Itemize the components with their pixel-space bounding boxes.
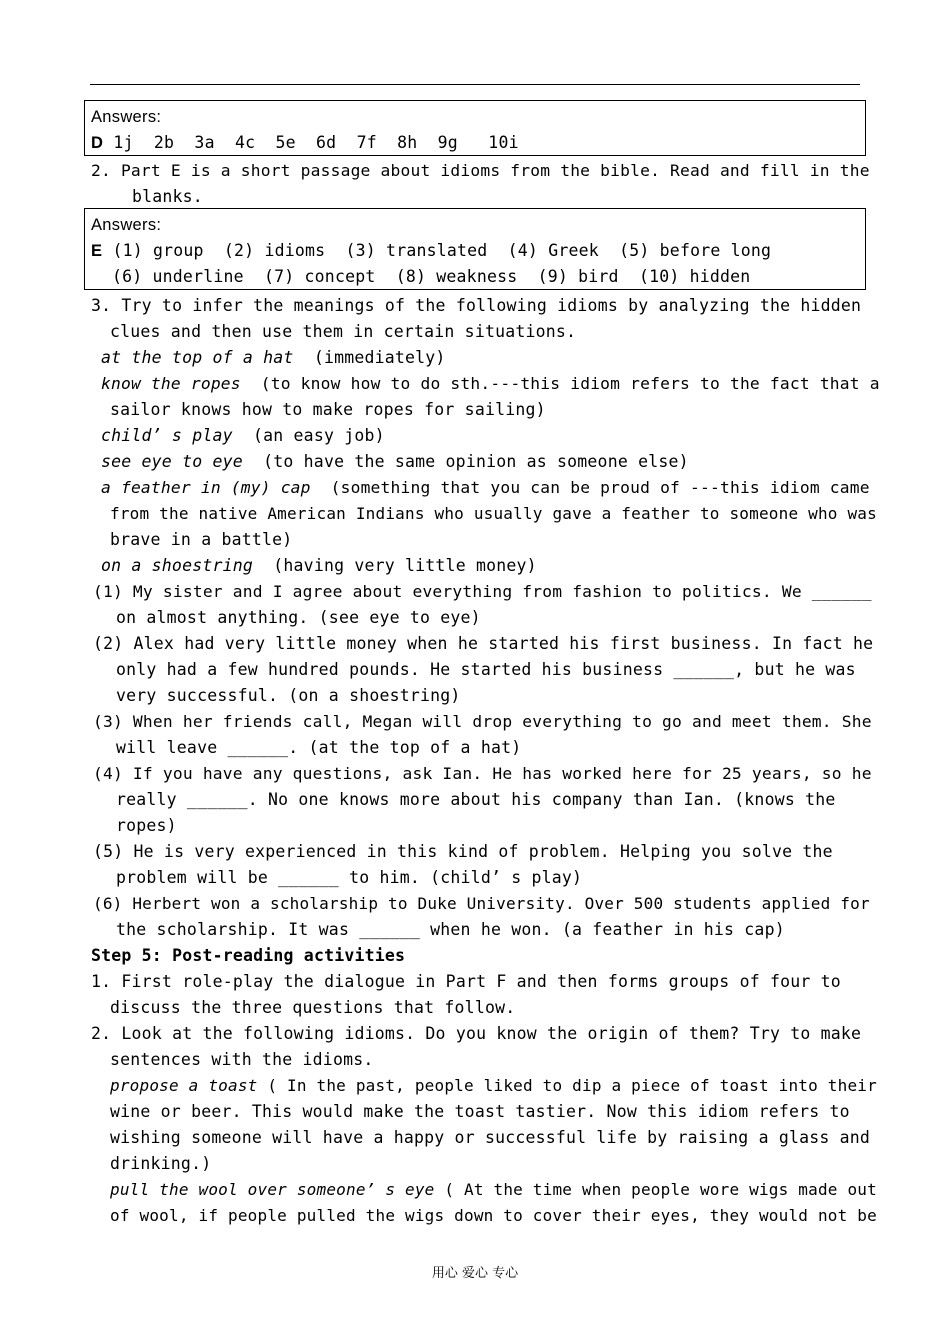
item2-line1: 2. Part E is a short passage about idioms from the bible. Read and fill in the (91, 161, 870, 180)
step5-heading: Step 5: Post-reading activities (91, 946, 406, 965)
idiom-continuation: brave in a battle) (110, 530, 293, 549)
answers-e-items1: (1) group (2) idioms (3) translated (4) Greek (5) before long (102, 241, 772, 260)
exercise-line: (6) Herbert won a scholarship to Duke University. Over 500 students applied for (93, 894, 870, 913)
idiom-meaning: (having very little money) (253, 556, 537, 575)
idiom-line (101, 553, 537, 579)
idiom-line (101, 345, 446, 371)
exercise-line: really ______. No one knows more about his company than Ian. (knows the (116, 790, 836, 809)
idiom-term: child’ s play (101, 426, 233, 445)
exercise-line: (1) My sister and I agree about everything from fashion to politics. We ______ (93, 582, 872, 601)
toast-line (110, 1073, 877, 1099)
exercise-line: on almost anything. (see eye to eye) (116, 608, 481, 627)
idiom-continuation: from the native American Indians who usually gave a feather to someone who was (110, 504, 877, 523)
answers-e-line1 (91, 238, 771, 264)
idiom-line (101, 449, 689, 475)
exercise-line: (2) Alex had very little money when he started his first business. In fact he (93, 634, 874, 653)
step5-p1-line2: discuss the three questions that follow. (110, 998, 516, 1017)
idiom-meaning: (to know how to do sth.---this idiom refers to the fact that a (240, 374, 880, 393)
idiom-meaning: (an easy job) (232, 426, 385, 445)
step5-p2-line2: sentences with the idioms. (110, 1050, 374, 1069)
idiom-line (101, 371, 880, 397)
idiom-meaning: (something that you can be proud of ---this idiom came (310, 478, 870, 497)
exercise-line: problem will be ______ to him. (child’ s play) (116, 868, 583, 887)
step5-p2-line1: 2. Look at the following idioms. Do you know the origin of them? Try to make (91, 1024, 862, 1043)
idiom-term: on a shoestring (101, 556, 254, 575)
header-rule (90, 84, 860, 85)
step5-p1-line1: 1. First role-play the dialogue in Part F and then forms groups of four to (91, 972, 841, 991)
page-footer: 用心 爱心 专心 (431, 1266, 519, 1281)
toast-continuation: wine or beer. This would make the toast tastier. Now this idiom refers to (110, 1102, 850, 1121)
exercise-line: ropes) (116, 816, 177, 835)
toast-text: ( In the past, people liked to dip a piece of toast into their (257, 1076, 877, 1095)
answers-d-label: D (91, 134, 104, 152)
toast-continuation: wishing someone will have a happy or successful life by raising a glass and (110, 1128, 871, 1147)
item3-line1: 3. Try to infer the meanings of the following idioms by analyzing the hidden (91, 296, 862, 315)
answers-d-items: 1j 2b 3a 4c 5e 6d 7f 8h 9g 10i (113, 133, 519, 152)
idiom-meaning: (to have the same opinion as someone else) (242, 452, 689, 471)
toast-continuation: drinking.) (110, 1154, 212, 1173)
idiom-line (101, 423, 385, 449)
exercise-line: (3) When her friends call, Megan will drop everything to go and meet them. She (93, 712, 872, 731)
answers-d-heading: Answers: (91, 108, 162, 126)
exercise-line: will leave ______. (at the top of a hat) (116, 738, 522, 757)
idiom-term: see eye to eye (101, 452, 243, 471)
exercise-line: only had a few hundred pounds. He started his business ______, but he was (116, 660, 856, 679)
exercise-line: (4) If you have any questions, ask Ian. He has worked here for 25 years, so he (93, 764, 872, 783)
exercise-line: the scholarship. It was ______ when he won. (a feather in his cap) (116, 920, 785, 939)
answers-d-line (91, 130, 519, 156)
idiom-term: know the ropes (101, 374, 241, 393)
wool-continuation: of wool, if people pulled the wigs down to cover their eyes, they would not be (110, 1206, 877, 1225)
item3-line2: clues and then use them in certain situations. (110, 322, 577, 341)
answers-e-line2: (6) underline (7) concept (8) weakness (9) bird (10) hidden (112, 267, 751, 286)
idiom-meaning: (immediately) (293, 348, 446, 367)
wool-text: ( At the time when people wore wigs made out (434, 1180, 877, 1199)
idiom-term: at the top of a hat (101, 348, 294, 367)
toast-term: propose a toast (110, 1076, 258, 1095)
wool-term: pull the wool over someone’ s eye (110, 1180, 435, 1199)
idiom-line (101, 475, 870, 501)
wool-line (110, 1177, 877, 1203)
exercise-line: very successful. (on a shoestring) (116, 686, 461, 705)
item2-line2: blanks. (132, 187, 203, 206)
exercise-line: (5) He is very experienced in this kind of problem. Helping you solve the (93, 842, 833, 861)
idiom-continuation: sailor knows how to make ropes for sailing) (110, 400, 546, 419)
answers-e-heading: Answers: (91, 216, 162, 234)
idiom-term: a feather in (my) cap (101, 478, 311, 497)
answers-e-label: E (91, 242, 103, 260)
